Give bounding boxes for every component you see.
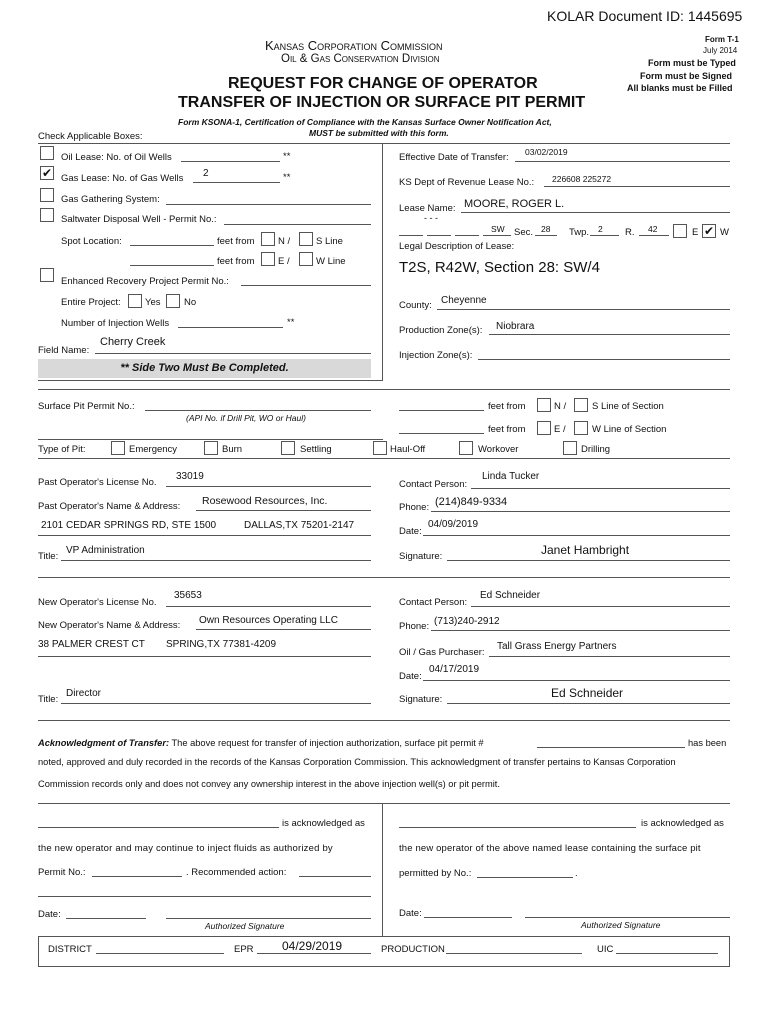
pit-settling-checkbox[interactable]: [281, 441, 295, 455]
spot-w-label: W Line: [316, 256, 346, 267]
yes-label: Yes: [145, 297, 161, 308]
past-signature-label: Signature:: [399, 551, 443, 562]
new-signature-field[interactable]: [447, 703, 730, 704]
enhanced-recovery-label: Enhanced Recovery Project Permit No.:: [61, 276, 229, 287]
swd-checkbox[interactable]: [40, 208, 54, 222]
oil-lease-checkbox[interactable]: [40, 146, 54, 160]
past-date-label: Date:: [399, 526, 422, 537]
form-title-line1: REQUEST FOR CHANGE OF OPERATOR: [228, 75, 538, 92]
lease-name-label: Lease Name:: [399, 203, 456, 214]
district-label: DISTRICT: [48, 944, 92, 955]
effective-date-field[interactable]: [515, 161, 730, 162]
gas-lease-checkbox[interactable]: [40, 166, 54, 180]
form-typed-note: Form must be Typed: [648, 58, 736, 68]
left-date-field[interactable]: [66, 918, 146, 919]
quarter-sw-value: SW: [491, 224, 505, 234]
spot-ns-feet-field[interactable]: [130, 245, 214, 246]
county-label: County:: [399, 300, 432, 311]
past-title-label: Title:: [38, 551, 59, 562]
range-e-label: E: [692, 227, 699, 238]
spot-n-checkbox[interactable]: [261, 232, 275, 246]
drilling-label: Drilling: [581, 444, 611, 455]
field-name-field[interactable]: [95, 353, 371, 354]
spot-ew-feet-field[interactable]: [130, 265, 214, 266]
left-recommended-line-2[interactable]: [38, 896, 371, 897]
production-zone-field[interactable]: [489, 334, 730, 335]
type-of-pit-label: Type of Pit:: [38, 444, 86, 455]
gas-wells-value: 2: [203, 168, 209, 179]
quarter-3-field[interactable]: [455, 235, 479, 236]
range-value: 42: [648, 224, 658, 234]
oil-wells-field[interactable]: [181, 161, 280, 162]
pit-workover-checkbox[interactable]: [459, 441, 473, 455]
new-name-value: Own Resources Operating LLC: [199, 615, 338, 626]
past-signature-value: Janet Hambright: [541, 543, 630, 557]
left-is-acknowledged: is acknowledged as: [282, 818, 365, 829]
epr-date-value: 04/29/2019: [282, 939, 343, 953]
past-address-field[interactable]: [38, 535, 371, 536]
form-title-line2: TRANSFER OF INJECTION OR SURFACE PIT PERMIT: [178, 94, 586, 111]
num-injection-wells-label: Number of Injection Wells: [61, 318, 170, 329]
county-value: Cheyenne: [441, 295, 487, 306]
injection-zone-field[interactable]: [478, 359, 730, 360]
pit-n-label: N /: [554, 401, 567, 412]
settling-label: Settling: [300, 444, 332, 455]
epr-field[interactable]: [257, 953, 371, 954]
pit-s-checkbox[interactable]: [574, 398, 588, 412]
effective-date-label: Effective Date of Transfer:: [399, 152, 509, 163]
new-license-value: 35653: [174, 590, 202, 601]
check-applicable-label: Check Applicable Boxes:: [38, 131, 143, 142]
ack-line-2: noted, approved and duly recorded in the records of the Kansas Corporation Commission. This acknowledgment of transfer pertains to Kansas Corporation: [38, 757, 676, 767]
past-date-value: 04/09/2019: [428, 519, 479, 530]
surface-pit-field[interactable]: [145, 410, 371, 411]
spot-n-label: N /: [278, 236, 291, 247]
gas-gathering-checkbox[interactable]: [40, 188, 54, 202]
twp-label: Twp.: [569, 227, 590, 238]
purchaser-value: Tall Grass Energy Partners: [497, 641, 617, 652]
ack-text-1: The above request for transfer of injection authorization, surface pit permit #: [171, 738, 484, 748]
sec-label: Sec.: [514, 227, 534, 238]
inj-asterisks: **: [287, 317, 295, 328]
past-name-label: Past Operator's Name & Address:: [38, 501, 181, 512]
uic-field[interactable]: [616, 953, 718, 954]
past-license-label: Past Operator's License No.: [38, 477, 157, 488]
surface-pit-label: Surface Pit Permit No.:: [38, 401, 135, 412]
effective-date-value: 03/02/2019: [525, 147, 568, 157]
gas-gathering-field[interactable]: [166, 204, 371, 205]
new-phone-field[interactable]: [431, 630, 730, 631]
range-w-checkbox[interactable]: [702, 224, 716, 238]
spot-s-label: S Line: [316, 236, 343, 247]
ks-dept-label: KS Dept of Revenue Lease No.:: [399, 177, 535, 188]
new-title-label: Title:: [38, 694, 59, 705]
api-note: (API No. if Drill Pit, WO or Haul): [186, 413, 306, 423]
entire-project-yes-checkbox[interactable]: [128, 294, 142, 308]
quarter-4-field[interactable]: [483, 235, 511, 236]
right-date-label: Date:: [399, 908, 422, 919]
purchaser-field[interactable]: [489, 656, 730, 657]
check-mark-icon: ✔: [41, 166, 53, 180]
left-new-operator-text: the new operator and may continue to inject fluids as authorized by: [38, 843, 333, 854]
injection-zone-label: Injection Zone(s):: [399, 350, 473, 361]
past-contact-field[interactable]: [471, 488, 730, 489]
form-blanks-note: All blanks must be Filled: [627, 83, 733, 93]
range-label: R.: [625, 227, 635, 238]
quarter-2-field[interactable]: [427, 235, 451, 236]
new-license-label: New Operator's License No.: [38, 597, 157, 608]
past-name-value: Rosewood Resources, Inc.: [202, 495, 328, 507]
left-ack-name-field[interactable]: [38, 827, 279, 828]
left-date-label: Date:: [38, 909, 61, 920]
enhanced-recovery-checkbox[interactable]: [40, 268, 54, 282]
spot-e-checkbox[interactable]: [261, 252, 275, 266]
ack-label: Acknowledgment of Transfer:: [38, 738, 170, 748]
ack-line-3: Commission records only and does not convey any ownership interest in the above injection well(s) or pit permit.: [38, 779, 500, 789]
pit-feet-from-ns: feet from: [488, 401, 526, 412]
production-zone-label: Production Zone(s):: [399, 325, 483, 336]
spot-feet-from-ew: feet from: [217, 256, 255, 267]
ks-lease-no-field[interactable]: [544, 186, 730, 187]
oil-lease-label: Oil Lease: No. of Oil Wells: [61, 152, 172, 163]
pit-burn-checkbox[interactable]: [204, 441, 218, 455]
twp-field[interactable]: [590, 235, 619, 236]
production-zone-value: Niobrara: [496, 321, 535, 332]
agency-name: Kansas Corporation Commission: [265, 38, 443, 53]
new-address-field[interactable]: [38, 656, 371, 657]
right-ack-name-field[interactable]: [399, 827, 636, 828]
epr-label: EPR: [234, 944, 254, 955]
gas-gathering-label: Gas Gathering System:: [61, 194, 160, 205]
pit-w-label: W Line of Section: [592, 424, 667, 435]
right-is-acknowledged: is acknowledged as: [641, 818, 724, 829]
spot-e-label: E /: [278, 256, 290, 267]
past-city-value: DALLAS,TX 75201-2147: [244, 520, 355, 531]
swd-permit-field[interactable]: [224, 224, 371, 225]
new-phone-value: (713)240-2912: [434, 616, 500, 627]
uic-label: UIC: [597, 944, 614, 955]
field-name-value: Cherry Creek: [100, 336, 166, 348]
num-injection-wells-field[interactable]: [178, 327, 283, 328]
gas-asterisks: **: [283, 172, 291, 183]
pit-feet-from-ew: feet from: [488, 424, 526, 435]
range-w-label: W: [720, 227, 729, 238]
pit-ew-feet-field[interactable]: [399, 433, 484, 434]
new-date-field[interactable]: [423, 680, 730, 681]
district-field[interactable]: [96, 953, 224, 954]
new-contact-field[interactable]: [471, 606, 730, 607]
pit-n-checkbox[interactable]: [537, 398, 551, 412]
past-address-value: 2101 CEDAR SPRINGS RD, STE 1500: [41, 520, 217, 531]
pit-e-label: E /: [554, 424, 566, 435]
burn-label: Burn: [222, 444, 243, 455]
form-signed-note: Form must be Signed: [640, 71, 733, 81]
permitted-by-field[interactable]: [477, 877, 573, 878]
permitted-by-period: .: [575, 868, 578, 879]
new-date-label: Date:: [399, 671, 422, 682]
past-signature-field[interactable]: [447, 560, 730, 561]
new-city-value: SPRING,TX 77381-4209: [166, 639, 277, 650]
county-field[interactable]: [437, 309, 730, 310]
right-signature-field[interactable]: [525, 917, 730, 918]
left-permit-no-label: Permit No.:: [38, 867, 86, 878]
production-label: PRODUCTION: [381, 944, 445, 955]
new-phone-label: Phone:: [399, 621, 430, 632]
check-mark-icon: ✔: [703, 224, 715, 238]
new-name-field[interactable]: [196, 629, 371, 630]
pit-s-label: S Line of Section: [592, 401, 664, 412]
spot-w-checkbox[interactable]: [299, 252, 313, 266]
past-phone-field[interactable]: [431, 511, 730, 512]
past-name-field[interactable]: [196, 510, 371, 511]
ks-lease-no-value: 226608 225272: [552, 174, 612, 184]
spot-s-checkbox[interactable]: [299, 232, 313, 246]
no-label: No: [184, 297, 197, 308]
pit-e-checkbox[interactable]: [537, 421, 551, 435]
pit-drilling-checkbox[interactable]: [563, 441, 577, 455]
lease-name-value: MOORE, ROGER L.: [464, 198, 565, 210]
new-license-field[interactable]: [166, 606, 371, 607]
subtitle-line2: MUST be submitted with this form.: [309, 128, 449, 138]
pit-ns-feet-field[interactable]: [399, 410, 484, 411]
left-signature-field[interactable]: [166, 918, 371, 919]
past-license-value: 33019: [176, 471, 204, 482]
entire-project-no-checkbox[interactable]: [166, 294, 180, 308]
range-field[interactable]: [639, 235, 669, 236]
permitted-by-label: permitted by No.:: [399, 868, 472, 879]
gas-lease-label: Gas Lease: No. of Gas Wells: [61, 173, 184, 184]
recommended-action-field[interactable]: [299, 876, 371, 877]
entire-project-label: Entire Project:: [61, 297, 121, 308]
ack-line-1: [38, 738, 484, 748]
sec-field[interactable]: [535, 235, 557, 236]
new-date-value: 04/17/2019: [429, 664, 480, 675]
lease-name-field[interactable]: [461, 212, 730, 213]
past-phone-value: (214)849-9334: [435, 496, 508, 508]
gas-wells-field[interactable]: [193, 182, 280, 183]
emergency-label: Emergency: [129, 444, 178, 455]
field-name-label: Field Name:: [38, 345, 90, 356]
past-contact-value: Linda Tucker: [482, 471, 540, 482]
past-license-field[interactable]: [166, 486, 371, 487]
right-date-field[interactable]: [424, 917, 512, 918]
left-auth-sig-label: Authorized Signature: [205, 921, 285, 931]
past-contact-label: Contact Person:: [399, 479, 468, 490]
form-number: Form T-1: [705, 35, 739, 44]
range-e-checkbox[interactable]: [673, 224, 687, 238]
recommended-action-label: . Recommended action:: [186, 867, 287, 878]
pit-w-checkbox[interactable]: [574, 421, 588, 435]
division-name: Oil & Gas Conservation Division: [281, 53, 440, 65]
past-title-value: VP Administration: [66, 545, 145, 556]
production-field[interactable]: [446, 953, 582, 954]
right-auth-sig-label: Authorized Signature: [581, 920, 661, 930]
twp-value: 2: [598, 224, 603, 234]
new-title-value: Director: [66, 688, 102, 699]
purchaser-label: Oil / Gas Purchaser:: [399, 647, 485, 658]
haul-off-label: Haul-Off: [390, 444, 426, 455]
form-date: July 2014: [703, 46, 738, 55]
new-signature-label: Signature:: [399, 694, 443, 705]
spot-location-label: Spot Location:: [61, 236, 122, 247]
workover-label: Workover: [478, 444, 519, 455]
new-contact-value: Ed Schneider: [480, 590, 541, 601]
right-new-operator-text: the new operator of the above named lease containing the surface pit: [399, 843, 701, 854]
ack-has-been: has been: [688, 738, 727, 748]
new-contact-label: Contact Person:: [399, 597, 468, 608]
pit-emergency-checkbox[interactable]: [111, 441, 125, 455]
quarter-1-field[interactable]: [399, 235, 423, 236]
new-name-label: New Operator's Name & Address:: [38, 620, 181, 631]
legal-desc-value: T2S, R42W, Section 28: SW/4: [399, 259, 600, 276]
legal-desc-label: Legal Description of Lease:: [399, 241, 515, 252]
subtitle-line1: Form KSONA-1, Certification of Compliance with the Kansas Surface Owner Notification Act,: [178, 117, 552, 127]
side-two-notice: ** Side Two Must Be Completed.: [38, 359, 371, 378]
ack-permit-field[interactable]: [537, 747, 685, 748]
new-title-field[interactable]: [61, 703, 371, 704]
past-title-field[interactable]: [61, 560, 371, 561]
document-id: KOLAR Document ID: 1445695: [547, 8, 743, 24]
past-date-field[interactable]: [423, 535, 730, 536]
pit-haul-off-checkbox[interactable]: [373, 441, 387, 455]
new-signature-value: Ed Schneider: [551, 686, 624, 700]
left-permit-no-field[interactable]: [92, 876, 182, 877]
swd-label: Saltwater Disposal Well - Permit No.:: [61, 214, 217, 225]
quarter-dashes: - - -: [424, 213, 438, 223]
new-address-value: 38 PALMER CREST CT: [38, 639, 145, 650]
past-phone-label: Phone:: [399, 502, 430, 513]
spot-feet-from-ns: feet from: [217, 236, 255, 247]
enhanced-permit-field[interactable]: [241, 285, 371, 286]
oil-asterisks: **: [283, 151, 291, 162]
sec-value: 28: [541, 224, 551, 234]
